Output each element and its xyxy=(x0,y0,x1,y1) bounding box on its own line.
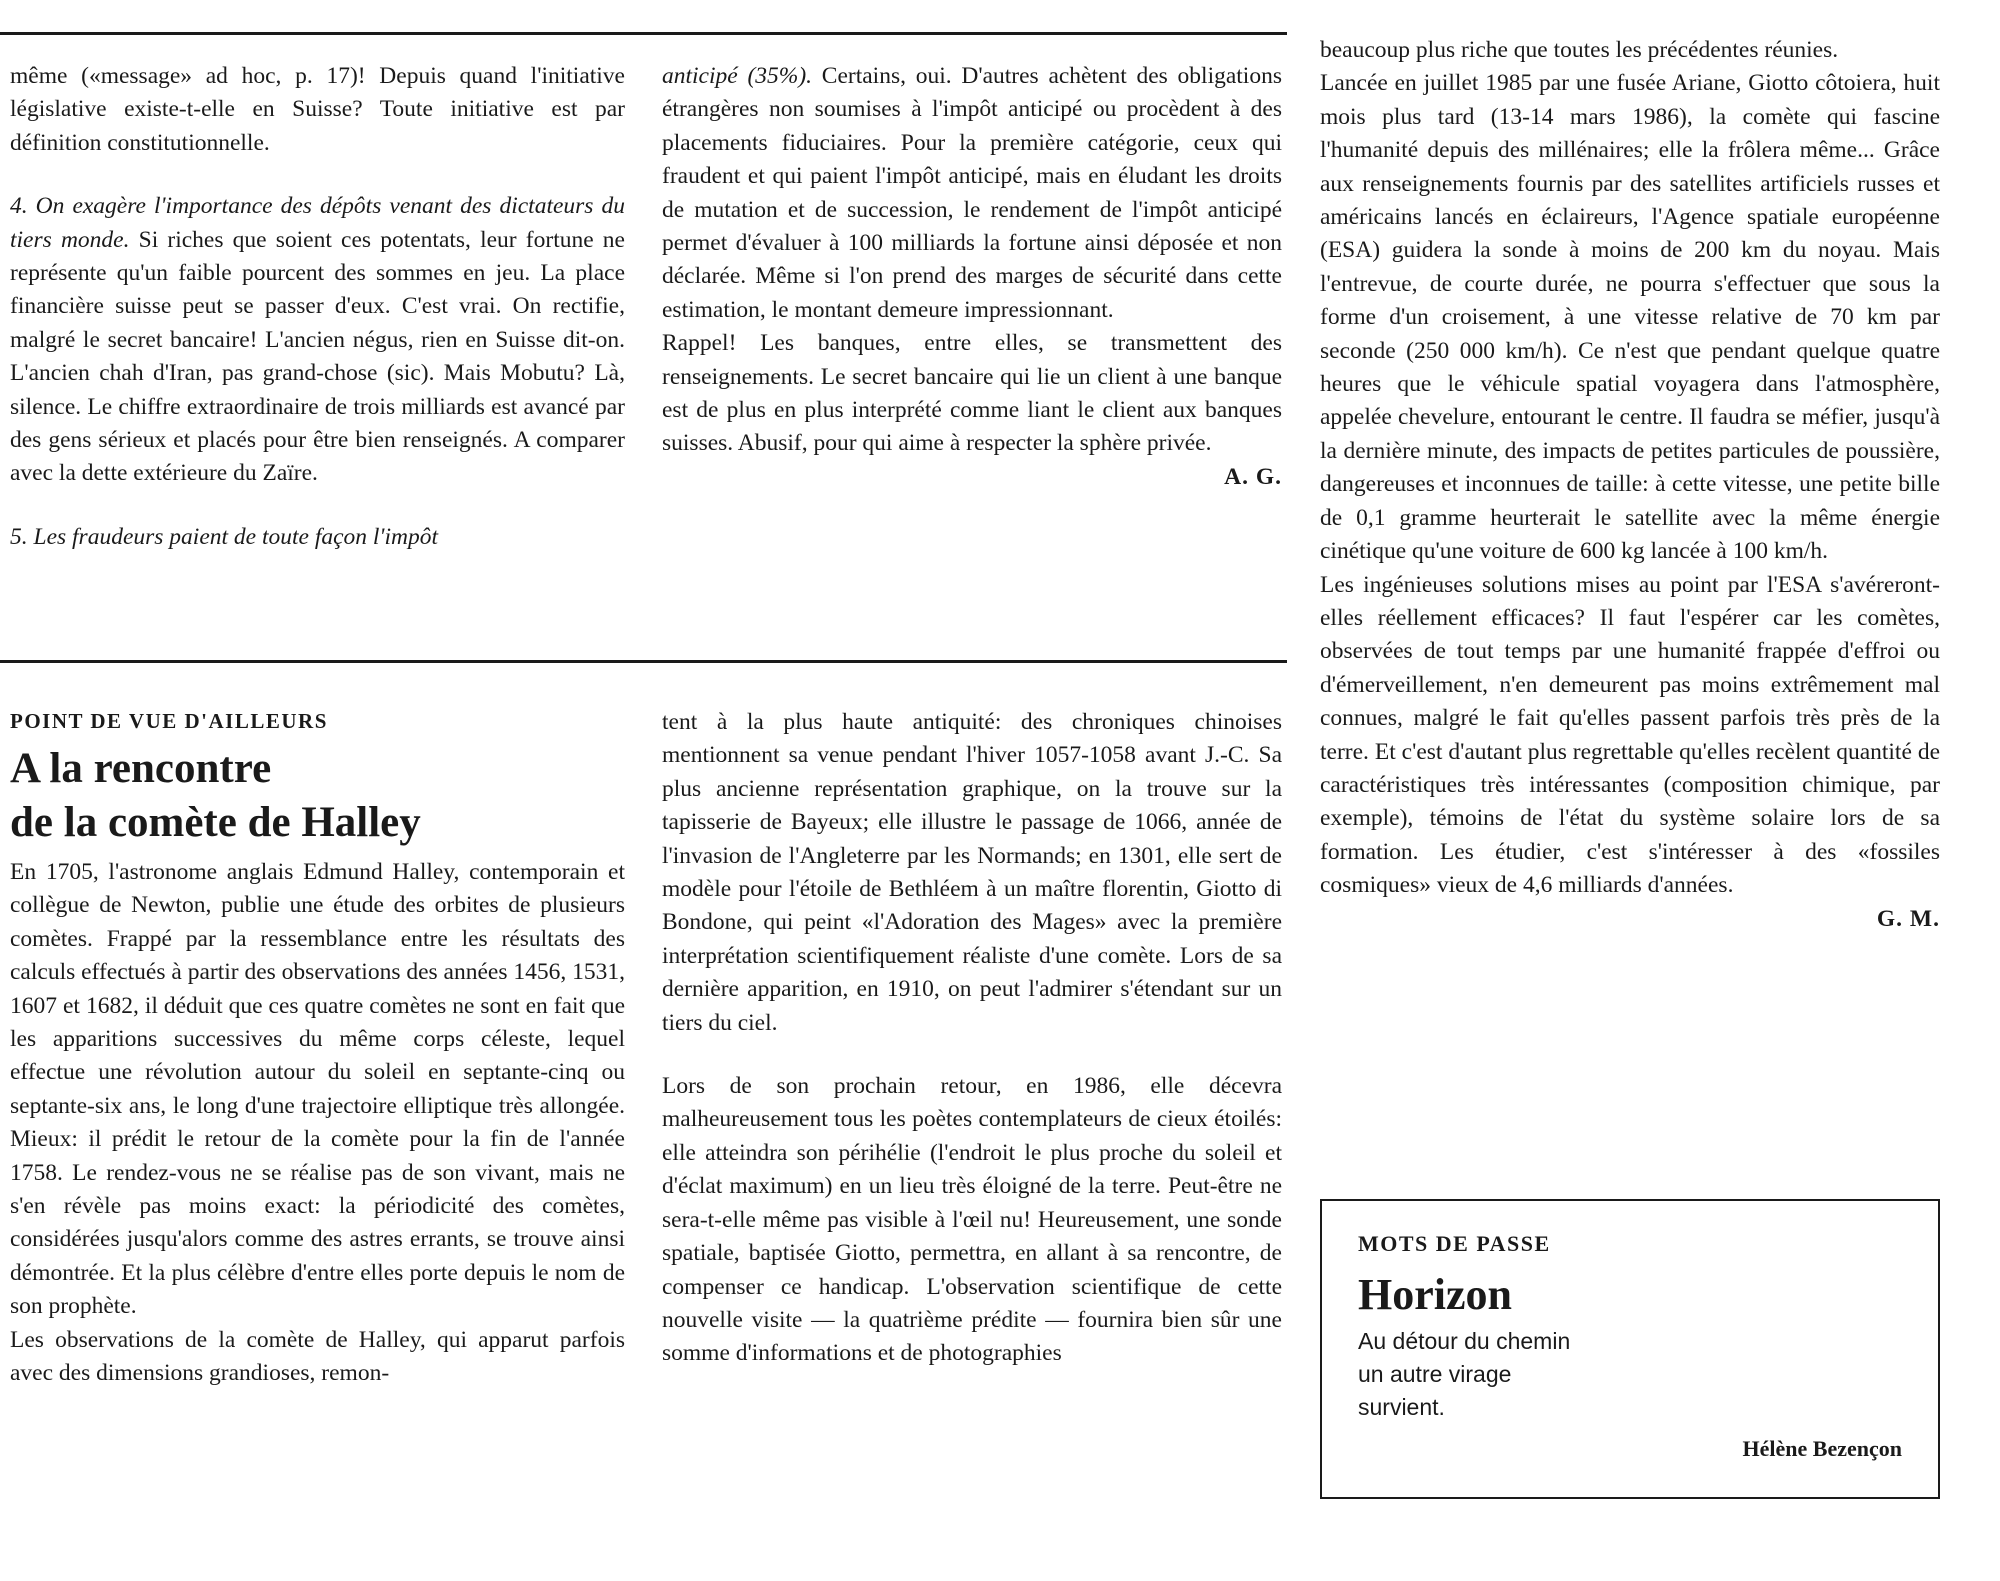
headline-line: de la comète de Halley xyxy=(10,799,421,846)
paragraph: Lors de son prochain retour, en 1986, elle décevra malheureusement tous les poètes contemplateurs de cieux étoilés: elle atteindra son périhélie (l'endroit le plus proche du soleil et d'éclat maximum) en un lieu très éloigné de la terre. Peut-être ne sera-t-elle même pas visible à l'œil nu! Heureusement, une sonde spatiale, baptisée Giotto, permettra, en allant à sa rencontre, de compenser ce handicap. L'observation scientifique de cette nouvelle visite — la quatrième prédite — fournira bien sûr une somme d'informations et de photographies xyxy=(662,1073,1282,1367)
poem-author: Hélène Bezençon xyxy=(1742,1436,1902,1461)
poem-line: un autre virage xyxy=(1358,1361,1512,1387)
top-rule xyxy=(0,32,1287,35)
paragraph: Les observations de la comète de Halley, qui apparut parfois avec des dimensions grandioses, remon- xyxy=(10,1326,625,1387)
article-left-column xyxy=(10,706,625,1391)
box-kicker: MOTS DE PASSE xyxy=(1358,1231,1551,1256)
article-right-column xyxy=(1320,34,1940,936)
point-4-heading: 4. On exagère l'importance des dépôts venant des dictateurs du tiers monde. xyxy=(10,193,625,253)
mots-de-passe-box xyxy=(1320,1199,1940,1499)
paragraph: Lancée en juillet 1985 par une fusée Ariane, Giotto côtoiera, huit mois plus tard (13-14 mars 1986), la comète qui fascine l'humanité depuis des millénaires; elle la frôlera même... Grâce aux renseignements fournis par des satellites artificiels russes et américains lancés en éclaireurs, l'Agence spatiale européenne (ESA) guidera la sonde à moins de 200 km du noyau. Mais l'entrevue, de courte durée, ne pourra s'effectuer que sous la forme d'un croisement, à une vitesse relative de 70 km par seconde (250 000 km/h). Ce n'est que pendant quelque quatre heures que le véhicule spatial voyagera dans l'atmosphère, appelée chevelure, entourant le centre. Il faudra se méfier, jusqu'à la dernière minute, des impacts de petites particules de poussière, dangereuses et inconnues de taille: à cette vitesse, une petite bille de 0,1 gramme heurterait le satellite avec la même énergie cinétique qu'une voiture de 600 kg lancée à 100 km/h. xyxy=(1320,70,1940,565)
poem xyxy=(1358,1325,1902,1424)
paragraph: Les ingénieuses solutions mises au point par l'ESA s'avéreront-elles réellement efficaces? Il faut l'espérer car les comètes, observées de tout temps par une humanité frappée d'effroi ou d'émerveillement, n'en demeurent pas moins extrêmement mal connues, malgré le fait qu'elles passent parfois très près de la terre. Et c'est d'autant plus regrettable qu'elles recèlent quantité de caractéristiques très intéressantes (composition chimique, par exemple), témoins de l'état du système solaire lors de sa formation. Les étudier, c'est s'intéresser à des «fossiles cosmiques» vieux de 4,6 milliards d'années. xyxy=(1320,571,1940,899)
headline-line: A la rencontre xyxy=(10,745,272,792)
paragraph: Rappel! Les banques, entre elles, se transmettent des renseignements. Le secret bancaire qui lie un client à une banque est de plus en plus interprété comme liant le client aux banques suisses. Abusif, pour qui aime à respecter la sphère privée. xyxy=(662,330,1282,457)
top-middle-column xyxy=(662,60,1282,494)
paragraph: tent à la plus haute antiquité: des chroniques chinoises mentionnent sa venue pendant l'hiver 1057-1058 avant J.-C. Sa plus ancienne représentation graphique, on la trouve sur la tapisserie de Bayeux; elle illustre le passage de 1066, année de l'invasion de l'Angleterre par les Normands; en 1301, elle sert de modèle pour l'étoile de Bethléem à un maître florentin, Giotto di Bondone, qui peint «l'Adoration des Mages» avec la première interprétation scientifiquement réaliste d'une comète. Lors de sa dernière apparition, en 1910, on peut l'admirer s'étendant sur un tiers du ciel. xyxy=(662,709,1282,1036)
poem-line: Au détour du chemin xyxy=(1358,1328,1571,1354)
paragraph: même («message» ad hoc, p. 17)! Depuis quand l'initiative législative existe-t-elle en Suisse? Toute initiative est par définition constitutionnelle. xyxy=(10,63,625,156)
mid-rule xyxy=(0,660,1287,663)
signature: G. M. xyxy=(1876,905,1940,932)
paragraph xyxy=(662,60,1282,327)
article-headline xyxy=(10,742,625,850)
top-left-column xyxy=(10,60,625,554)
point-4-text: Si riches que soient ces potentats, leur fortune ne représente qu'un faible pourcent des sommes en jeu. La place financière suisse peut se passer d'eux. C'est vrai. On rectifie, malgré le secret bancaire! L'ancien négus, rien en Suisse dit-on. L'ancien chah d'Iran, pas grand-chose (sic). Mais Mobutu? Là, silence. Le chiffre extraordinaire de trois milliards est avancé par des gens sérieux et placés pour être bien renseignés. A comparer avec la dette extérieure du Zaïre. xyxy=(10,226,625,487)
point-5-heading: 5. Les fraudeurs paient de toute façon l'impôt xyxy=(10,523,438,550)
paragraph xyxy=(10,190,625,491)
article-kicker: POINT DE VUE D'AILLEURS xyxy=(10,709,328,733)
paragraph: En 1705, l'astronome anglais Edmund Halley, contemporain et collègue de Newton, publie une étude des orbites de plusieurs comètes. Frappé par la ressemblance entre les résultats des calculs effectués à partir des observations des années 1456, 1531, 1607 et 1682, il déduit que ces quatre comètes ne sont en fait que les apparitions successives du même corps céleste, lequel effectue une révolution autour du soleil en septante-cinq ou septante-six ans, le long d'une trajectoire elliptique très allongée. Mieux: il prédit le retour de la comète pour la fin de l'année 1758. Le rendez-vous ne se réalise pas de son vivant, mais ne s'en révèle pas moins exact: la périodicité des comètes, considérées jusqu'alors comme des astres errants, se trouve ainsi démontrée. Et la plus célèbre d'entre elles porte depuis le nom de son prophète. xyxy=(10,859,625,1320)
poem-line: survient. xyxy=(1358,1394,1445,1420)
point-5-heading-cont: anticipé (35%). xyxy=(662,63,813,89)
box-title: Horizon xyxy=(1358,1270,1512,1319)
signature: A. G. xyxy=(1224,463,1282,490)
paragraph: beaucoup plus riche que toutes les précédentes réunies. xyxy=(1320,37,1839,63)
article-middle-column xyxy=(662,706,1282,1371)
point-5-text: Certains, oui. D'autres achètent des obligations étrangères non soumises à l'impôt anticipé ou procèdent à des placements fiduciaires. Pour la première catégorie, ceux qui fraudent et qui paient l'impôt anticipé, mais en éludant les droits de mutation et de succession, le rendement de l'impôt anticipé permet d'évaluer à 100 milliards la fortune ainsi déposée et non déclarée. Même si l'on prend des marges de sécurité dans cette estimation, le montant demeure impressionnant. xyxy=(662,63,1282,323)
